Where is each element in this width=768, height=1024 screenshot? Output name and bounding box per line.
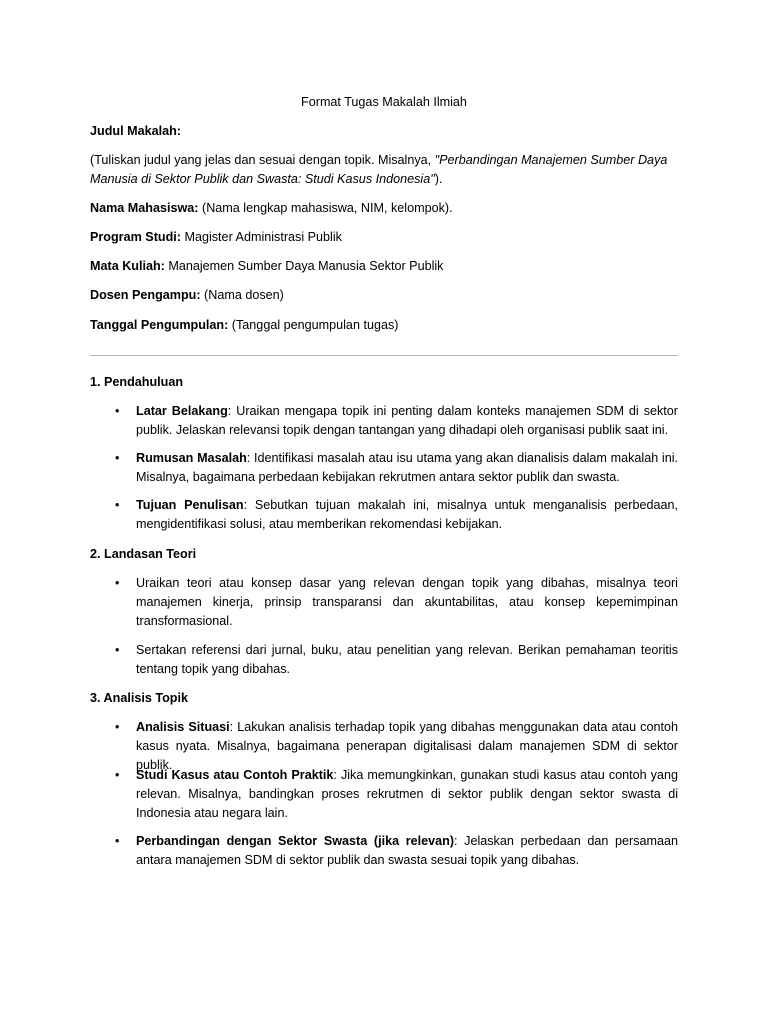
bullet-icon: • [115, 498, 120, 512]
list-item-sertakan-referensi: Sertakan referensi dari jurnal, buku, atau penelitian yang relevan. Berikan pemahaman teoritis tentang topik yang dibahas. [136, 643, 678, 676]
field-mata-kuliah: Mata Kuliah: Manajemen Sumber Daya Manusia Sektor Publik [90, 259, 444, 273]
horizontal-divider [90, 355, 678, 356]
list-item-rumusan-masalah: Rumusan Masalah: Identifikasi masalah atau isu utama yang akan dianalisis dalam makalah ini. Misalnya, bagaimana perbedaan kebijakan rekrutmen antara sektor publik dan swasta. [136, 451, 679, 484]
list-item-tujuan-penulisan: Tujuan Penulisan: Sebutkan tujuan makalah ini, misalnya untuk menganalisis perbedaan, mengidentifikasi solusi, atau memberikan rekomendasi kebijakan. [136, 498, 678, 531]
document-title: Format Tugas Makalah Ilmiah [301, 95, 467, 109]
bullet-icon: • [115, 834, 120, 848]
bullet-icon: • [115, 576, 120, 590]
section-heading-analisis-topik: 3. Analisis Topik [90, 691, 188, 705]
judul-label: Judul Makalah: [90, 124, 181, 138]
list-item-latar-belakang: Latar Belakang: Uraikan mengapa topik ini penting dalam konteks manajemen SDM di sektor publik. Jelaskan relevansi topik dengan tantangan yang dihadapi oleh organisasi publik saat ini. [136, 404, 678, 437]
bullet-icon: • [115, 404, 120, 418]
section-heading-pendahuluan: 1. Pendahuluan [90, 375, 184, 389]
bullet-icon: • [115, 643, 120, 657]
list-item-perbandingan-sektor-swasta: Perbandingan dengan Sektor Swasta (jika relevan): Jelaskan perbedaan dan persamaan antara manajemen SDM di sektor publik dan swasta sesuai topik yang dibahas. [136, 834, 678, 867]
list-item-uraikan-teori: Uraikan teori atau konsep dasar yang relevan dengan topik yang dibahas, misalnya teori manajemen kinerja, prinsip transparansi dan akuntabilitas, atau konsep kepemimpinan transformasional. [136, 576, 678, 628]
field-program-studi: Program Studi: Magister Administrasi Publik [90, 230, 342, 244]
list-item-studi-kasus: Studi Kasus atau Contoh Praktik: Jika memungkinkan, gunakan studi kasus atau contoh yang relevan. Misalnya, bandingkan proses rekrutmen di sektor publik dengan sektor swasta di Indonesia atau negara lain. [136, 768, 678, 820]
field-dosen-pengampu: Dosen Pengampu: (Nama dosen) [90, 288, 284, 302]
field-tanggal-pengumpulan: Tanggal Pengumpulan: (Tanggal pengumpulan tugas) [90, 318, 399, 332]
bullet-icon: • [115, 720, 120, 734]
field-nama-mahasiswa: Nama Mahasiswa: (Nama lengkap mahasiswa, NIM, kelompok). [90, 201, 453, 215]
bullet-icon: • [115, 451, 120, 465]
list-item-analisis-situasi: Analisis Situasi: Lakukan analisis terhadap topik yang dibahas menggunakan data atau contoh kasus nyata. Misalnya, bagaimana penerapan digitalisasi dalam manajemen SDM di sektor publik. [136, 720, 678, 772]
bullet-icon: • [115, 768, 120, 782]
judul-instruction: (Tuliskan judul yang jelas dan sesuai dengan topik. Misalnya, "Perbandingan Manajemen Sumber Daya Manusia di Sektor Publik dan Swasta: Studi Kasus Indonesia"). [90, 153, 668, 186]
section-heading-landasan-teori: 2. Landasan Teori [90, 547, 197, 561]
